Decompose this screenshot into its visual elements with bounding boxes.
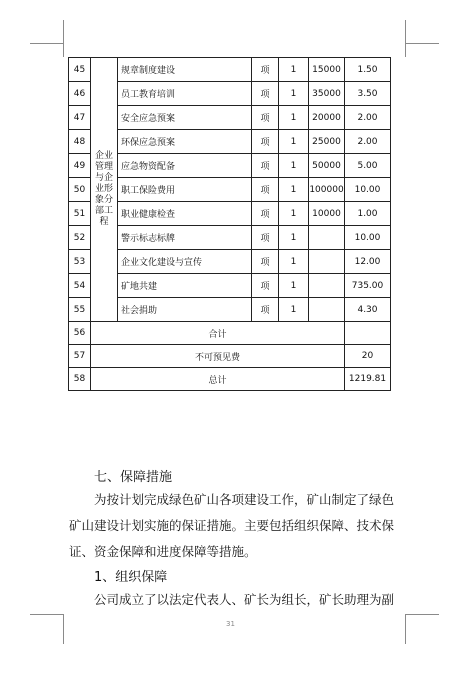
item-total: 4.30: [345, 298, 391, 322]
item-qty: 1: [279, 250, 309, 274]
item-qty: 1: [279, 82, 309, 106]
item-qty: 1: [279, 226, 309, 250]
contingency-value: 20: [345, 345, 391, 368]
row-number: 52: [69, 226, 91, 250]
row-number: 55: [69, 298, 91, 322]
page-number: 31: [226, 620, 235, 628]
contingency-row: [69, 345, 391, 368]
table-row: [69, 298, 391, 322]
crop-mark-top-right-h: [405, 43, 439, 44]
item-name: 环保应急预案: [118, 130, 252, 154]
item-name: 应急物资配备: [118, 154, 252, 178]
subtotal-row: [69, 322, 391, 345]
crop-mark-top-left-h: [30, 43, 64, 44]
item-name: 矿地共建: [118, 274, 252, 298]
item-qty: 1: [279, 298, 309, 322]
item-total: 2.00: [345, 106, 391, 130]
item-price: 25000: [309, 130, 345, 154]
crop-mark-bottom-left-v: [63, 614, 64, 644]
table-row: [69, 202, 391, 226]
item-qty: 1: [279, 274, 309, 298]
row-number: 58: [69, 368, 91, 391]
item-total: 1.50: [345, 58, 391, 82]
table-row: [69, 130, 391, 154]
item-total: 5.00: [345, 154, 391, 178]
table-row: [69, 154, 391, 178]
item-total: 735.00: [345, 274, 391, 298]
item-price: 35000: [309, 82, 345, 106]
item-price: 100000: [309, 178, 345, 202]
paragraph-line: 公司成立了以法定代表人、矿长为组长，矿长助理为副: [94, 592, 395, 607]
item-price: 10000: [309, 202, 345, 226]
row-number: 46: [69, 82, 91, 106]
crop-mark-bottom-left-h: [30, 614, 64, 615]
item-price: 50000: [309, 154, 345, 178]
item-name: 社会捐助: [118, 298, 252, 322]
item-unit: 项: [252, 226, 279, 250]
item-unit: 项: [252, 58, 279, 82]
item-name: 安全应急预案: [118, 106, 252, 130]
row-number: 53: [69, 250, 91, 274]
crop-mark-bottom-right-v: [405, 614, 406, 644]
item-name: 职业健康检查: [118, 202, 252, 226]
table-row: [69, 106, 391, 130]
subtotal-label: 合计: [91, 322, 345, 345]
table-row: [69, 58, 391, 82]
item-name: 员工教育培训: [118, 82, 252, 106]
item-total: 3.50: [345, 82, 391, 106]
item-unit: 项: [252, 82, 279, 106]
grand-total-row: [69, 368, 391, 391]
row-number: 56: [69, 322, 91, 345]
item-total: 10.00: [345, 226, 391, 250]
item-unit: 项: [252, 178, 279, 202]
row-number: 54: [69, 274, 91, 298]
cost-table: [68, 57, 391, 391]
item-total: 2.00: [345, 130, 391, 154]
item-unit: 项: [252, 154, 279, 178]
table-row: [69, 226, 391, 250]
item-total: 12.00: [345, 250, 391, 274]
row-number: 50: [69, 178, 91, 202]
table-row: [69, 178, 391, 202]
item-price: 15000: [309, 58, 345, 82]
item-qty: 1: [279, 154, 309, 178]
item-name: 企业文化建设与宣传: [118, 250, 252, 274]
item-name: 警示标志标牌: [118, 226, 252, 250]
row-number: 48: [69, 130, 91, 154]
paragraph-line: 证、资金保障和进度保障等措施。: [69, 544, 257, 559]
table-row: [69, 250, 391, 274]
item-unit: 项: [252, 250, 279, 274]
paragraph-line: 矿山建设计划实施的保证措施。主要包括组织保障、技术保: [69, 518, 395, 533]
item-price: [309, 274, 345, 298]
crop-mark-top-left-v: [63, 20, 64, 57]
table-row: [69, 82, 391, 106]
item-price: [309, 298, 345, 322]
row-number: 45: [69, 58, 91, 82]
item-qty: 1: [279, 178, 309, 202]
item-price: 20000: [309, 106, 345, 130]
item-unit: 项: [252, 298, 279, 322]
row-number: 57: [69, 345, 91, 368]
table-row: [69, 274, 391, 298]
grand-total-label: 总计: [91, 368, 345, 391]
item-unit: 项: [252, 202, 279, 226]
crop-mark-top-right-v: [405, 20, 406, 57]
item-total: 10.00: [345, 178, 391, 202]
row-number: 49: [69, 154, 91, 178]
crop-mark-bottom-right-h: [405, 614, 439, 615]
group-label: 企业管理与企业形象分部工程: [91, 58, 118, 322]
subsection-title: 1、组织保障: [94, 570, 168, 585]
item-unit: 项: [252, 106, 279, 130]
item-name: 规章制度建设: [118, 58, 252, 82]
row-number: 47: [69, 106, 91, 130]
section-title: 七、保障措施: [94, 470, 173, 485]
item-name: 职工保险费用: [118, 178, 252, 202]
item-unit: 项: [252, 274, 279, 298]
item-unit: 项: [252, 130, 279, 154]
item-qty: 1: [279, 106, 309, 130]
item-qty: 1: [279, 58, 309, 82]
grand-total-value: 1219.81: [345, 368, 391, 391]
contingency-label: 不可预见费: [91, 345, 345, 368]
paragraph-line: 为按计划完成绿色矿山各项建设工作，矿山制定了绿色: [94, 492, 395, 507]
item-total: 1.00: [345, 202, 391, 226]
subtotal-value: [345, 322, 391, 345]
row-number: 51: [69, 202, 91, 226]
item-price: [309, 250, 345, 274]
item-price: [309, 226, 345, 250]
item-qty: 1: [279, 130, 309, 154]
item-qty: 1: [279, 202, 309, 226]
